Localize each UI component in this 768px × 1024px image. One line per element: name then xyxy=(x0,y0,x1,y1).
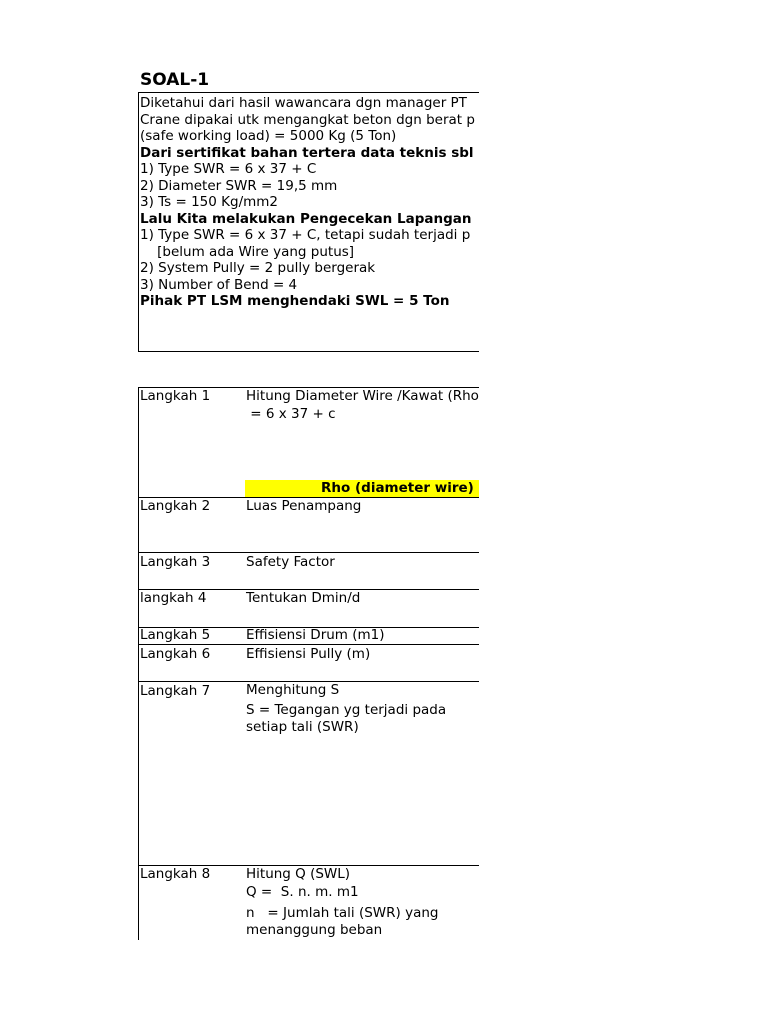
step-description: Menghitung S xyxy=(246,682,340,698)
problem-line: Diketahui dari hasil wawancara dgn manager PT xyxy=(140,95,467,111)
step-description: Tentukan Dmin/d xyxy=(246,590,361,606)
step-note: S = Tegangan yg terjadi pada xyxy=(246,702,447,718)
step-description: Effisiensi Drum (m1) xyxy=(246,627,385,643)
problem-line: [belum ada Wire yang putus] xyxy=(140,243,355,260)
row-divider xyxy=(139,552,479,553)
step-label: Langkah 8 xyxy=(140,866,211,882)
step-label: Langkah 1 xyxy=(140,388,211,404)
step-note: n = Jumlah tali (SWR) yang xyxy=(246,905,439,921)
steps-table xyxy=(138,387,479,940)
step-label: Langkah 7 xyxy=(140,683,211,699)
problem-line: 2) Diameter SWR = 19,5 mm xyxy=(140,177,338,194)
problem-heading: Lalu Kita melakukan Pengecekan Lapangan xyxy=(140,210,472,227)
step-label: Langkah 5 xyxy=(140,627,211,643)
problem-line: Crane dipakai utk mengangkat beton dgn berat p xyxy=(140,111,475,128)
problem-line: 3) Number of Bend = 4 xyxy=(140,276,298,293)
problem-line: 1) Type SWR = 6 x 37 + C xyxy=(140,161,317,177)
step-formula: = 6 x 37 + c xyxy=(246,406,336,422)
problem-heading: Pihak PT LSM menghendaki SWL = 5 Ton xyxy=(140,293,450,309)
step-description: Hitung Q (SWL) xyxy=(246,866,351,882)
step-label: Langkah 6 xyxy=(140,646,211,662)
step-formula: Q = S. n. m. m1 xyxy=(246,884,359,900)
step-label: Langkah 3 xyxy=(140,554,211,570)
page-title: SOAL-1 xyxy=(140,70,210,90)
step-label: Langkah 2 xyxy=(140,498,211,514)
step-label: langkah 4 xyxy=(140,590,207,606)
highlight-label: Rho (diameter wire) xyxy=(321,480,474,496)
problem-line: 1) Type SWR = 6 x 37 + C, tetapi sudah terjadi p xyxy=(140,227,471,243)
problem-line: 2) System Pully = 2 pully bergerak xyxy=(140,260,376,276)
step-description: Safety Factor xyxy=(246,554,335,570)
step-description: Effisiensi Pully (m) xyxy=(246,646,371,662)
step-note: menanggung beban xyxy=(246,922,383,938)
problem-line: 3) Ts = 150 Kg/mm2 xyxy=(140,194,279,210)
problem-statement-box xyxy=(138,92,479,352)
step-description: Hitung Diameter Wire /Kawat (Rho xyxy=(246,388,479,404)
step-note: setiap tali (SWR) xyxy=(246,719,359,735)
step-description: Luas Penampang xyxy=(246,498,362,514)
problem-heading: Dari sertifikat bahan tertera data teknis sbl xyxy=(140,144,474,161)
problem-line: (safe working load) = 5000 Kg (5 Ton) xyxy=(140,128,397,144)
row-divider xyxy=(139,644,479,645)
